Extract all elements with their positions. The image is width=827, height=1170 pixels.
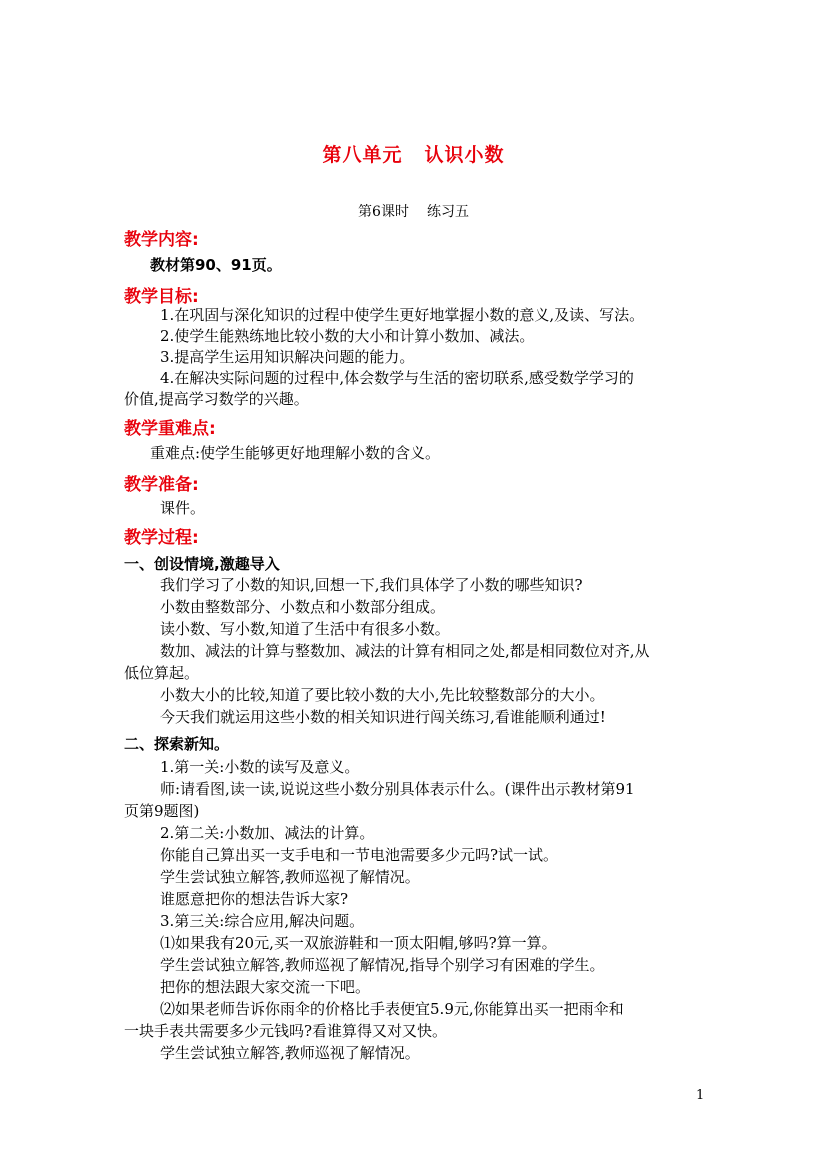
content-heading: 教学内容: <box>124 230 199 250</box>
prep-text: 课件。 <box>160 499 206 517</box>
part2-line: ⑴如果我有20元,买一双旅游鞋和一顶太阳帽,够吗?算一算。 <box>160 934 557 952</box>
process-heading: 教学过程: <box>124 528 199 548</box>
part2-line: 师:请看图,读一读,说说这些小数分别具体表示什么。(课件出示教材第91 <box>160 780 635 798</box>
part2-line: 学生尝试独立解答,教师巡视了解情况。 <box>160 868 420 886</box>
part1-line-continued: 低位算起。 <box>124 664 200 682</box>
part2-line-continued: 页第9题图) <box>124 802 200 820</box>
part1-line: 读小数、写小数,知道了生活中有很多小数。 <box>160 620 450 638</box>
part1-line: 数加、减法的计算与整数加、减法的计算有相同之处,都是相同数位对齐,从 <box>160 642 650 660</box>
part1-line: 我们学习了小数的知识,回想一下,我们具体学了小数的哪些知识? <box>160 576 583 594</box>
part2-line: 1.第一关:小数的读写及意义。 <box>160 758 360 776</box>
goal-item: 3.提高学生运用知识解决问题的能力。 <box>160 348 415 366</box>
goal-item: 2.使学生能熟练地比较小数的大小和计算小数加、减法。 <box>160 327 535 345</box>
part2-line: 3.第三关:综合应用,解决问题。 <box>160 912 365 930</box>
title-unit: 第八单元 <box>322 144 403 166</box>
part2-line: 你能自己算出买一支手电和一节电池需要多少元吗?试一试。 <box>160 846 559 864</box>
lesson-subtitle <box>0 201 827 221</box>
part2-line: 把你的想法跟大家交流一下吧。 <box>160 978 371 996</box>
keypoints-text: 重难点:使学生能够更好地理解小数的含义。 <box>150 444 441 462</box>
keypoints-heading: 教学重难点: <box>124 419 216 439</box>
title-topic: 认识小数 <box>424 144 505 166</box>
part1-line: 小数大小的比较,知道了要比较小数的大小,先比较整数部分的大小。 <box>160 686 605 704</box>
part1-heading: 一、创设情境,激趣导入 <box>124 555 280 573</box>
prep-heading: 教学准备: <box>124 475 199 495</box>
part2-line-continued: 一块手表共需要多少元钱吗?看谁算得又对又快。 <box>124 1022 448 1040</box>
page-title <box>0 140 827 167</box>
part1-line: 今天我们就运用这些小数的相关知识进行闯关练习,看谁能顺利通过! <box>160 708 606 726</box>
content-text: 教材第90、91页。 <box>150 256 282 274</box>
page-number: 1 <box>696 1088 705 1103</box>
part2-line: ⑵如果老师告诉你雨伞的价格比手表便宜5.9元,你能算出买一把雨伞和 <box>160 1000 624 1018</box>
goal-item: 1.在巩固与深化知识的过程中使学生更好地掌握小数的意义,及读、写法。 <box>160 306 645 324</box>
goals-heading: 教学目标: <box>124 287 199 307</box>
goal-item-continued: 价值,提高学习数学的兴趣。 <box>124 390 309 408</box>
part2-line: 学生尝试独立解答,教师巡视了解情况。 <box>160 1044 420 1062</box>
part1-line: 小数由整数部分、小数点和小数部分组成。 <box>160 598 446 616</box>
lesson-number: 第6课时 <box>358 204 409 220</box>
part2-heading: 二、探索新知。 <box>124 735 230 753</box>
lesson-name: 练习五 <box>426 204 469 220</box>
part2-line: 学生尝试独立解答,教师巡视了解情况,指导个别学习有困难的学生。 <box>160 956 605 974</box>
part2-line: 谁愿意把你的想法告诉大家? <box>160 890 349 908</box>
goal-item: 4.在解决实际问题的过程中,体会数学与生活的密切联系,感受数学学习的 <box>160 369 634 387</box>
part2-line: 2.第二关:小数加、减法的计算。 <box>160 824 375 842</box>
